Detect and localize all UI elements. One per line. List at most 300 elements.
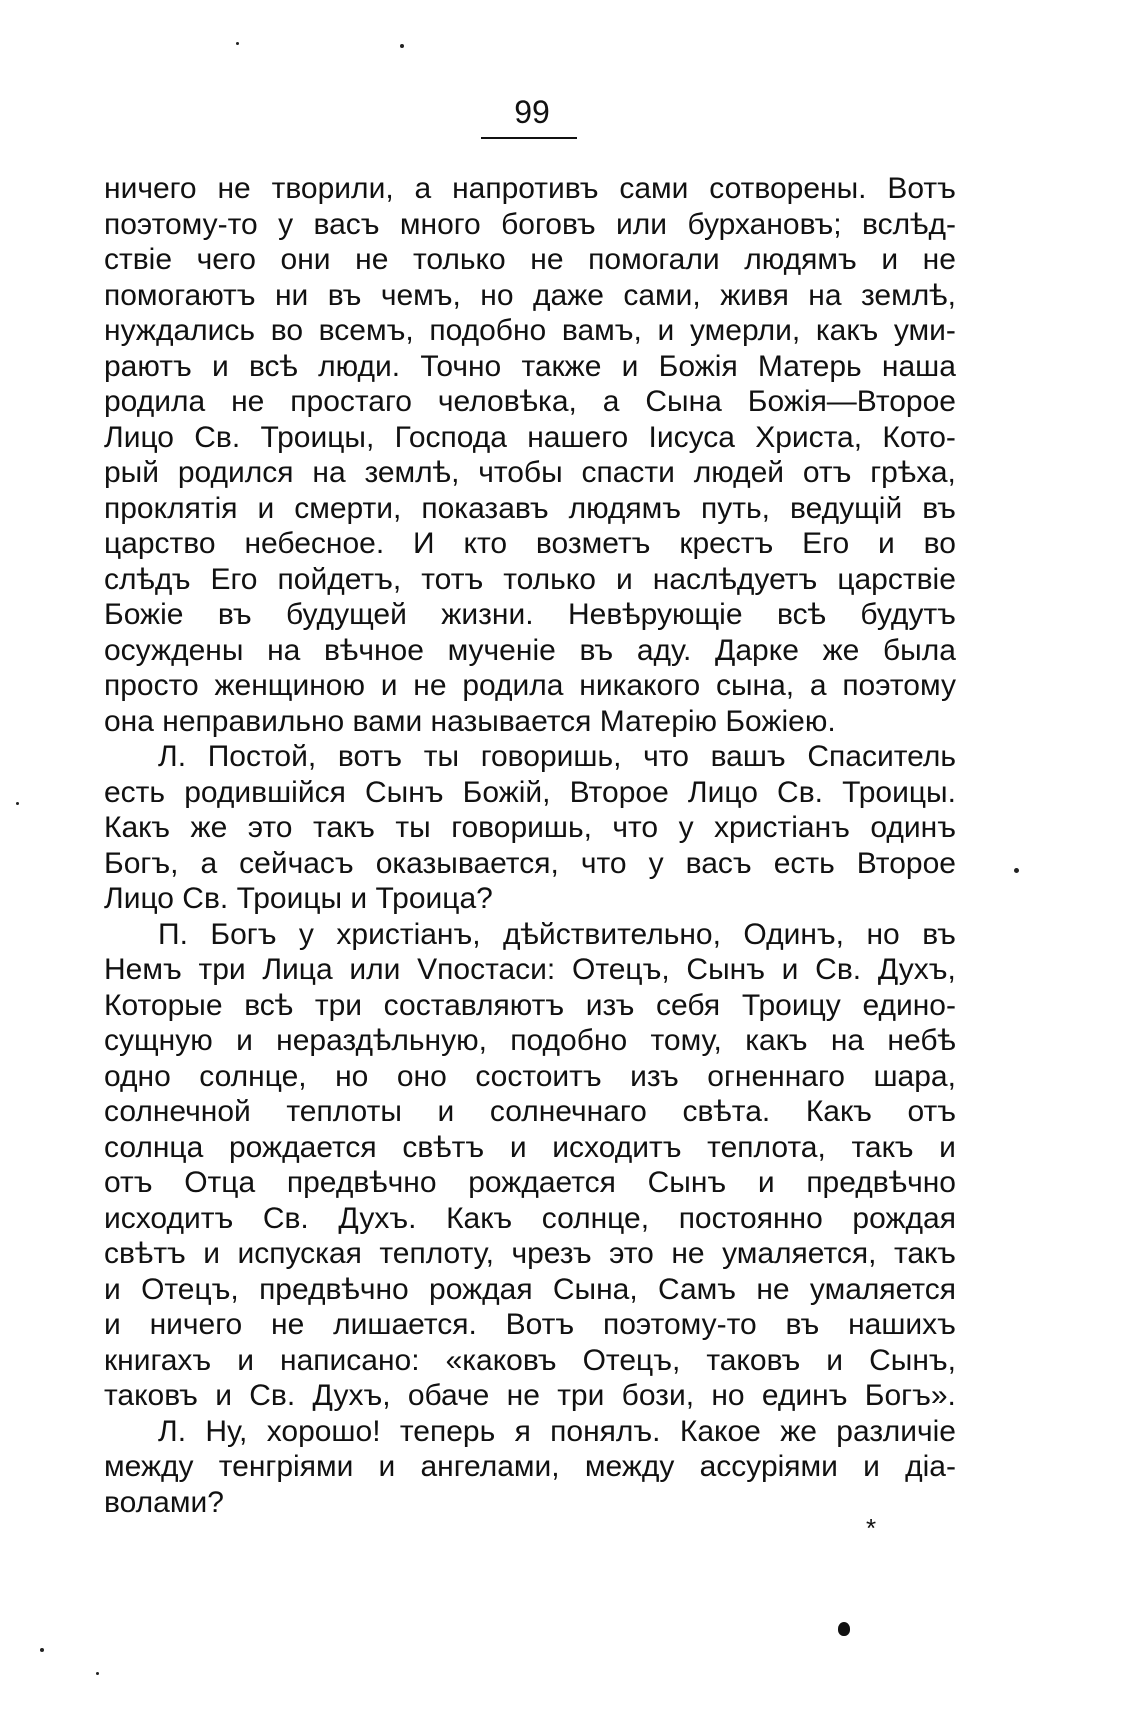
word: чтобы <box>478 456 563 489</box>
word: Л. <box>158 740 187 773</box>
word: Вотъ <box>505 1308 575 1341</box>
word: Сынъ <box>364 775 444 809</box>
word: Спаситель <box>807 740 956 773</box>
word: Л. <box>158 1414 187 1448</box>
word: рождая <box>429 1272 533 1306</box>
word: Его <box>210 562 258 596</box>
word: землѣ, <box>860 278 956 312</box>
word: Духъ, <box>877 953 956 986</box>
text-line <box>104 988 956 1024</box>
dust-speck <box>1014 868 1019 873</box>
word: Матерь <box>757 349 862 383</box>
word: Богъ». <box>864 1379 956 1412</box>
word: осуждены <box>104 633 244 667</box>
word: ассуріями <box>699 1450 838 1483</box>
word: будутъ <box>860 598 956 631</box>
word: Кото- <box>882 420 956 454</box>
word: какъ <box>815 314 879 347</box>
word: царствіе <box>837 562 956 596</box>
word: говоришь, <box>451 811 592 844</box>
word: исходитъ <box>552 1130 682 1164</box>
word: ты <box>423 740 460 773</box>
page-number: 99 <box>514 94 550 130</box>
word: въ <box>922 491 956 525</box>
word: была <box>883 633 956 667</box>
word: не <box>922 243 956 276</box>
text-line <box>104 846 956 882</box>
word: Троицы, <box>260 420 375 454</box>
word: Точно <box>420 349 502 383</box>
text-line <box>104 1414 956 1450</box>
word: таковъ <box>706 1343 801 1377</box>
word: Божія <box>658 349 738 383</box>
word: и <box>236 1024 253 1057</box>
word: Лица <box>262 953 333 986</box>
word: простаго <box>290 385 412 418</box>
word: Самъ <box>658 1272 737 1306</box>
word: ведущій <box>789 491 903 525</box>
word: ты <box>395 811 431 844</box>
word: діа- <box>905 1450 956 1483</box>
word: на <box>267 633 301 667</box>
word: различіе <box>836 1414 956 1448</box>
word: и <box>939 1130 956 1164</box>
word: теплоты <box>286 1095 402 1128</box>
word: Сынъ, <box>869 1343 956 1377</box>
word: путь, <box>701 491 770 525</box>
word: родившійся <box>184 775 346 809</box>
word: Господа <box>394 420 507 454</box>
word: нуждались <box>104 314 256 347</box>
word: какъ <box>745 1024 808 1057</box>
word: и <box>881 243 899 276</box>
word: много <box>399 207 481 241</box>
page-text <box>104 171 956 1520</box>
word: подобно <box>510 1024 628 1057</box>
word: Божія—Второе <box>747 385 956 418</box>
word: жизни. <box>441 598 534 631</box>
word: такъ <box>312 811 375 844</box>
word: и <box>104 1272 121 1306</box>
word: на <box>830 1024 865 1057</box>
word: огненнаго <box>707 1059 845 1093</box>
word: я <box>514 1414 531 1448</box>
text-line <box>104 917 956 953</box>
word: грѣха, <box>870 456 956 489</box>
word: свѣта. <box>682 1095 771 1128</box>
word: и <box>104 1308 121 1341</box>
word: предвѣчно <box>806 1166 956 1199</box>
word: Вотъ <box>887 172 956 205</box>
text-line <box>104 171 956 207</box>
word: у <box>678 811 694 844</box>
word: женщиною <box>214 669 365 702</box>
dust-speck <box>400 44 404 48</box>
text-line: она неправильно вами называется Матерію Божіею. <box>104 704 836 738</box>
word: тотъ <box>421 562 484 596</box>
word: и <box>211 349 229 383</box>
word: тому, <box>650 1024 722 1057</box>
text-line <box>104 526 956 562</box>
word: предвѣчно <box>286 1166 437 1199</box>
word: бурхановъ; <box>687 207 842 241</box>
word: у <box>278 207 294 241</box>
word: и <box>657 314 675 347</box>
word: рождается <box>229 1130 377 1164</box>
word: солнечнаго <box>489 1095 647 1128</box>
word: исходитъ <box>104 1201 234 1235</box>
word: вслѣд- <box>861 207 956 241</box>
word: Какъ <box>446 1201 513 1235</box>
word: чемъ, <box>380 278 461 312</box>
word: умаляется, <box>722 1237 877 1270</box>
word: людей <box>693 456 785 489</box>
word: три <box>198 953 246 986</box>
word: боговъ <box>501 207 596 241</box>
word: Божій, <box>462 775 551 809</box>
word: и <box>203 1237 221 1270</box>
word: Которые <box>104 988 223 1022</box>
word: также <box>521 349 602 383</box>
word: шара, <box>873 1059 956 1093</box>
word: рождая <box>852 1201 956 1235</box>
word: проклятія <box>104 491 238 525</box>
word: только <box>503 562 596 596</box>
text-line <box>104 1449 956 1485</box>
word: живя <box>720 278 789 312</box>
text-line <box>104 1378 956 1414</box>
text-line <box>104 1201 956 1237</box>
word: человѣка, <box>437 385 577 418</box>
text-line <box>104 455 956 491</box>
word: и <box>437 1095 455 1128</box>
word: испуская <box>237 1237 362 1270</box>
word: христіанъ <box>714 811 850 844</box>
dust-speck <box>40 1648 44 1652</box>
word: солнце, <box>541 1201 650 1235</box>
word: пойдетъ, <box>277 562 402 596</box>
word: ничего <box>149 1308 243 1341</box>
word: единъ <box>761 1379 848 1412</box>
word: не <box>355 243 389 276</box>
word: Богъ <box>210 917 277 951</box>
word: постоянно <box>678 1201 823 1235</box>
word: помогаютъ <box>104 278 256 312</box>
word: Духъ. <box>338 1201 417 1235</box>
footer-asterisk: * <box>866 1513 877 1543</box>
word: сейчасъ <box>239 846 354 880</box>
word: раютъ <box>104 349 192 383</box>
word: аду. <box>636 633 692 667</box>
word: состоитъ <box>475 1059 602 1093</box>
text-line <box>104 1343 956 1379</box>
word: это <box>247 811 293 844</box>
word: а <box>602 385 620 418</box>
word: лишается. <box>333 1308 477 1341</box>
word: а <box>809 669 827 702</box>
word: во <box>923 527 956 560</box>
word: ничего <box>104 172 197 205</box>
word: Vпостаси: <box>417 953 556 986</box>
text-line <box>104 1130 956 1166</box>
word: кто <box>463 527 508 560</box>
word: въ <box>327 278 362 312</box>
word: отъ <box>907 1095 956 1128</box>
text-line <box>104 491 956 527</box>
word: нашего <box>527 420 629 454</box>
word: не <box>413 669 447 702</box>
word: Отца <box>184 1166 256 1199</box>
word: Лицо <box>687 775 758 809</box>
word: наслѣдуетъ <box>652 562 818 596</box>
word: во <box>270 314 304 347</box>
word: одно <box>104 1059 171 1093</box>
text-line <box>104 313 956 349</box>
word: Какъ <box>104 811 171 844</box>
word: три <box>557 1379 605 1412</box>
word: оказывается, <box>375 846 559 880</box>
word: написано: <box>280 1343 420 1377</box>
word: едино- <box>862 988 956 1022</box>
text-line <box>104 278 956 314</box>
word: и <box>621 349 639 383</box>
word: отъ <box>104 1166 153 1199</box>
word: изъ <box>630 1059 679 1093</box>
text-line <box>104 775 956 811</box>
word: говоришь, <box>480 740 622 773</box>
text-line <box>104 1272 956 1308</box>
word: понялъ. <box>550 1414 661 1448</box>
word: вашъ <box>710 740 786 773</box>
word: вѣчное <box>324 633 424 667</box>
text-line <box>104 242 956 278</box>
word: теплота, <box>707 1130 826 1164</box>
word: всѣ <box>776 598 826 631</box>
word: царство <box>104 527 216 560</box>
text-line <box>104 739 956 775</box>
text-line <box>104 1165 956 1201</box>
word: и <box>757 1166 775 1199</box>
word: солнечной <box>104 1095 251 1128</box>
word: Духъ, <box>312 1379 391 1412</box>
word: одинъ <box>870 811 956 844</box>
word: у <box>648 846 664 880</box>
word: не <box>671 1237 705 1270</box>
word: смерти, <box>294 491 402 525</box>
word: и <box>380 669 398 702</box>
word: ствіе <box>104 243 173 276</box>
word: обаче <box>407 1379 490 1412</box>
word: васъ <box>313 207 380 241</box>
word: спасти <box>581 456 675 489</box>
word: Лицо <box>104 420 174 454</box>
word: возметъ <box>535 527 651 560</box>
word: не <box>231 385 265 418</box>
word: между <box>584 1450 675 1483</box>
text-line: Лицо Св. Троицы и Троица? <box>104 882 493 915</box>
text-line <box>104 810 956 846</box>
word: людямъ <box>568 491 682 525</box>
word: всѣ <box>248 349 298 383</box>
word: Ну, <box>205 1414 248 1448</box>
word: бози, <box>621 1379 695 1412</box>
dust-speck <box>16 802 19 805</box>
word: Второе <box>856 846 956 880</box>
word: не <box>530 243 564 276</box>
word: что <box>580 846 627 880</box>
word: теперь <box>399 1414 496 1448</box>
word: творили, <box>271 172 394 205</box>
word: Сына, <box>552 1272 638 1306</box>
word: Отецъ, <box>582 1343 681 1377</box>
word: Сына <box>645 385 722 418</box>
word: сущную <box>104 1024 213 1057</box>
word: «каковъ <box>445 1343 557 1377</box>
word: такъ <box>851 1130 914 1164</box>
word: не <box>506 1379 540 1412</box>
word: но <box>335 1059 369 1093</box>
word: Троицу <box>741 988 841 1022</box>
word: люди. <box>318 349 401 383</box>
word: они <box>280 243 331 276</box>
word: или <box>616 207 668 241</box>
word: Св. <box>262 1201 309 1235</box>
word: книгахъ <box>104 1343 212 1377</box>
word: Св. <box>194 420 241 454</box>
word: Божіе <box>104 598 184 631</box>
word: Христа, <box>755 420 863 454</box>
word: не <box>756 1272 790 1306</box>
word: никакого <box>579 669 701 702</box>
word: Немъ <box>104 953 182 986</box>
text-line <box>104 668 956 704</box>
word: и <box>781 953 799 986</box>
word: мученіе <box>447 633 556 667</box>
word: но <box>866 917 900 951</box>
word: на <box>808 278 842 312</box>
word: поэтому-то <box>104 207 258 241</box>
word: а <box>200 846 218 880</box>
word: всемъ, <box>318 314 414 347</box>
word: напротивъ <box>452 172 599 205</box>
word: васъ <box>685 846 752 880</box>
word: П. <box>158 917 188 951</box>
text-line <box>104 384 956 420</box>
text-line <box>104 1059 956 1095</box>
word: сына, <box>715 669 795 702</box>
word: составляютъ <box>383 988 565 1022</box>
word: ни <box>274 278 309 312</box>
word: уми- <box>893 314 956 347</box>
dust-speck <box>96 1672 99 1675</box>
word: землѣ, <box>364 456 460 489</box>
word: чрезъ <box>511 1237 592 1270</box>
word: небѣ <box>887 1024 956 1057</box>
word: Второе <box>569 775 669 809</box>
word: Постой, <box>207 740 317 773</box>
word: себя <box>656 988 721 1022</box>
text-line <box>104 1236 956 1272</box>
ink-blot <box>838 1622 850 1636</box>
word: людямъ <box>744 243 857 276</box>
word: тенгріями <box>218 1450 354 1483</box>
text-line <box>104 633 956 669</box>
word: Отецъ, <box>141 1272 239 1306</box>
word: и <box>509 1130 527 1164</box>
word: Одинъ, <box>743 917 845 951</box>
word: же <box>190 811 228 844</box>
word: но <box>711 1379 745 1412</box>
word: Его <box>802 527 850 560</box>
word: родила <box>462 669 564 702</box>
word: хорошо! <box>266 1414 381 1448</box>
word: поэтому-то <box>603 1308 757 1341</box>
word: всѣ <box>244 988 294 1022</box>
word: умаляется <box>809 1272 956 1306</box>
word: Св. <box>249 1379 296 1412</box>
word: въ <box>217 598 252 631</box>
word: Сынъ <box>647 1166 727 1199</box>
word: наша <box>881 349 956 383</box>
word: только <box>412 243 506 276</box>
page-number-rule <box>481 137 577 139</box>
word: таковъ <box>104 1379 198 1412</box>
word: Іисуса <box>648 420 735 454</box>
word: и <box>615 562 633 596</box>
word: вотъ <box>337 740 402 773</box>
word: въ <box>785 1308 820 1341</box>
word: помогали <box>588 243 720 276</box>
word: теплоту, <box>379 1237 494 1270</box>
word: Невѣрующіе <box>567 598 743 631</box>
word: подобно <box>429 314 547 347</box>
word: оно <box>396 1059 447 1093</box>
text-line <box>104 597 956 633</box>
word: сами <box>619 172 689 205</box>
word: Какое <box>679 1414 761 1448</box>
word: солнце, <box>199 1059 307 1093</box>
word: вамъ, <box>561 314 642 347</box>
word: И <box>413 527 435 560</box>
word: нашихъ <box>848 1308 956 1341</box>
word: ангелами, <box>420 1450 560 1483</box>
word: на <box>312 456 346 489</box>
word: Св. <box>777 775 823 809</box>
word: между <box>104 1450 194 1483</box>
word: и <box>826 1343 844 1377</box>
text-line <box>104 420 956 456</box>
text-line: волами? <box>104 1485 224 1519</box>
text-line <box>104 952 956 988</box>
word: рождается <box>468 1166 616 1199</box>
word: Дарке <box>715 633 799 667</box>
word: нераздѣльную, <box>276 1024 487 1057</box>
text-line <box>104 207 956 243</box>
word: умерли, <box>689 314 801 347</box>
word: сотворены. <box>709 172 867 205</box>
word: и <box>863 1450 880 1483</box>
word: чего <box>196 243 256 276</box>
word: три <box>314 988 363 1022</box>
word: дѣйствительно, <box>503 917 721 951</box>
word: показавъ <box>421 491 549 525</box>
text-line <box>104 1023 956 1059</box>
word: такъ <box>893 1237 956 1270</box>
word: есть <box>773 846 835 880</box>
word: есть <box>104 775 166 809</box>
word: но <box>480 278 514 312</box>
word: не <box>271 1308 305 1341</box>
